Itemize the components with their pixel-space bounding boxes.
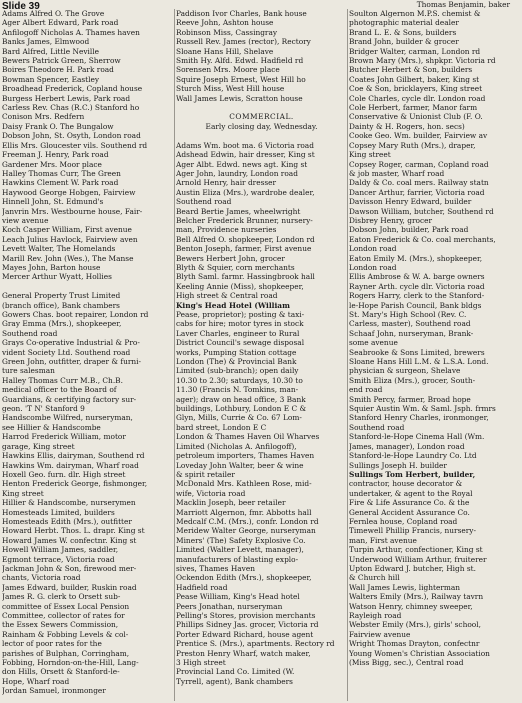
directory-entry: Webster Emily (Mrs.), girls' school,	[349, 620, 481, 630]
directory-entry: sives, Thames Haven	[176, 563, 255, 573]
directory-entry: Handscombe Wilfred, nurseryman,	[2, 413, 133, 423]
directory-entry: end road	[349, 385, 383, 395]
directory-entry: Stanford Henry Charles, ironmonger,	[349, 413, 489, 423]
directory-entry: Brand L. E. & Sons, builders	[349, 27, 457, 37]
directory-entry: Russell Rev. James (rector), Rectory	[176, 37, 311, 47]
directory-entry: Homesteads Edith (Mrs.), outfitter	[2, 516, 132, 526]
directory-entry: Cole Charles, cycle dlr. London road	[349, 93, 486, 103]
directory-entry: Wright Thomas Drayton, confectnr	[349, 639, 480, 649]
directory-entry: Keeling Annie (Miss), shopkeeper,	[176, 281, 304, 291]
directory-entry: Hinnell John, St. Edmund's	[2, 197, 104, 207]
directory-entry: Henton Frederick George, fishmonger,	[2, 479, 148, 489]
directory-entry: 3 High street	[176, 658, 226, 668]
directory-entry: Eaton Emily M. (Mrs.), shopkeeper,	[349, 253, 483, 263]
directory-entry: Tyrrell, agent), Bank chambers	[176, 676, 293, 686]
directory-entry: Copsey Mary Ruth (Mrs.), draper,	[349, 140, 476, 150]
directory-entry: medical officer to the Board of	[2, 385, 117, 395]
directory-entry: Bewers Patrick Green, Sherrow	[2, 56, 121, 66]
directory-entry: Jordan Samuel, ironmonger	[2, 686, 106, 696]
directory-entry: Adshead Edwin, hair dresser, King st	[176, 150, 315, 160]
directory-entry: Arnold Henry, hair dresser	[176, 178, 277, 188]
directory-entry: Rogers Harry, clerk to the Stanford-	[349, 291, 485, 301]
directory-entry: Hadfield road	[176, 582, 228, 592]
directory-entry: London & Thames Haven Oil Wharves	[176, 432, 320, 442]
directory-entry: Conservative & Unionist Club (F. O.	[349, 112, 483, 122]
directory-entry: Howard Herbt. Thos. L. drapr. King st	[2, 526, 145, 536]
column-divider	[347, 9, 348, 701]
directory-entry: photographic material dealer	[349, 18, 459, 28]
directory-entry: Southend road	[2, 328, 58, 338]
directory-entry: Halley Thomas Curr, The Green	[2, 168, 121, 178]
directory-entry	[176, 103, 347, 112]
directory-entry: vident Society Ltd. Southend road	[2, 347, 131, 357]
directory-entry: Coates John Gilbert, baker, King st	[349, 74, 480, 84]
directory-entry: Hawkins Ellis, dairyman, Southend rd	[2, 451, 145, 461]
directory-entry: Timewell Phillip Francis, nursery-	[349, 526, 476, 536]
directory-entry: le-Hope Parish Council, Bank bldgs	[349, 300, 482, 310]
directory-entry: Paddison Ivor Charles, Bank house	[176, 9, 307, 18]
directory-entry: Rainham & Fobbing Levels & col-	[2, 629, 129, 639]
directory-entry: Meridew Walter George, nurseryman	[176, 526, 316, 536]
directory-entry: Pease, proprietor); posting & taxi-	[176, 310, 305, 319]
directory-entry: Soulton Algernon M.P.S. chemist &	[349, 9, 481, 18]
directory-entry: contractor, house decorator &	[349, 479, 463, 489]
directory-entry: Carless, master), Southend road	[349, 319, 471, 329]
directory-entry: Stanford-le-Hope Laundry Co. Ltd	[349, 451, 477, 461]
directory-entry: Hillier & Handscombe, nurserymen	[2, 498, 136, 508]
directory-entry: Fairview avenue	[349, 629, 411, 639]
directory-entry: Gowers Chas. boot repairer, London rd	[2, 310, 149, 319]
directory-entry	[2, 282, 173, 291]
directory-entry: Peers Jonathan, nurseryman	[176, 601, 283, 611]
directory-entry: Stanford-le-Hope Cinema Hall (Wm.	[349, 432, 485, 442]
directory-entry: Cooke Geo. Wm. builder, Fairview av	[349, 131, 488, 141]
directory-entry: Schaaf John, nurseryman, Brank-	[349, 328, 474, 338]
directory-entry: Bard Alfred, Little Neville	[2, 46, 100, 56]
directory-entry: Turpin Arthur, confectioner, King st	[349, 545, 483, 555]
directory-entry: Fire & Life Assurance Co. & the	[349, 498, 470, 508]
directory-entry: Hawkins Wm. dairyman, Wharf road	[2, 460, 139, 470]
directory-entry: McDonald Mrs. Kathleen Rose, mid-	[176, 479, 312, 489]
directory-entry: man, Providence nurseries	[176, 225, 277, 235]
directory-entry: Underwood William Arthur, fruiterer	[349, 554, 487, 564]
directory-entry: Ager Albt. Edwd. news agt. King st	[176, 159, 308, 169]
directory-entry: & Church hill	[349, 573, 400, 583]
directory-entry: Dobson John, builder, Park road	[349, 225, 469, 235]
directory-entry: Southend road	[176, 197, 232, 207]
directory-entry: Rayleigh road	[349, 611, 402, 620]
directory-entry: don Hills, Orsett & Stanford-le-	[2, 667, 120, 677]
directory-entry: Dainty & H. Rogers, hon. secs)	[349, 121, 465, 131]
directory-entry: Broadhead Frederick, Copland house	[2, 84, 143, 94]
directory-entry: Wall James Lewis, Scratton house	[176, 93, 303, 103]
directory-entry: lector of poor rates for the	[2, 639, 102, 649]
directory-entry: Upton Edward J. butcher, High st.	[349, 563, 476, 573]
directory-entry: committee of Essex Local Pension	[2, 601, 130, 611]
directory-entry	[176, 131, 347, 140]
directory-entry: 10.30 to 2.30; saturdays, 10.30 to	[176, 375, 303, 385]
directory-entry: Austin Eliza (Mrs.), wardrobe dealer,	[176, 187, 315, 197]
directory-entry: Banks James, Elmwood	[2, 37, 90, 47]
directory-entry: Limited (Walter Levett, manager),	[176, 545, 304, 555]
directory-entry: buildings, Lothbury, London E C &	[176, 404, 307, 414]
directory-entry: Hope, Wharf road	[2, 676, 70, 686]
directory-entry: Hoxell Geo. furn. dlr. High street	[2, 469, 126, 479]
directory-entry: Brown Mary (Mrs.), shpkpr. Victoria rd	[349, 56, 496, 66]
directory-entry: Burgess Herbert Lewis, Park road	[2, 93, 131, 103]
directory-entry: some avenue	[349, 338, 398, 348]
directory-entry: Anfilogoff Nicholas A. Thames haven	[2, 27, 140, 37]
directory-entry: the Essex Sewers Commission,	[2, 620, 119, 630]
directory-entry: Phillips Sidney Jas. grocer, Victoria rd	[176, 620, 319, 630]
directory-entry: Conison Mrs. Redfern	[2, 112, 85, 122]
directory-entry: King street	[349, 150, 391, 160]
directory-entry: undertaker, & agent to the Royal	[349, 488, 473, 498]
directory-entry: Koch Casper William, First avenue	[2, 225, 132, 235]
directory-entry: James, manager), London road	[349, 441, 465, 451]
directory-entry: Boires Theodore H. Park road	[2, 65, 114, 75]
directory-entry: Provincial Land Co. Limited (W.	[176, 667, 295, 677]
directory-entry: Coe & Son, bricklayers, King street	[349, 84, 483, 94]
directory-entry: Brand John, builder & grocer	[349, 37, 459, 47]
directory-entry: Miners' (The) Safety Explosive Co.	[176, 535, 306, 545]
directory-entry: manufacturers of blasting explo-	[176, 554, 299, 564]
directory-entry: Daldy & Co. coal mers. Railway statn	[349, 178, 489, 188]
directory-entry: Dobson John, St. Osyth, London road	[2, 131, 141, 141]
directory-entry: Robinson Miss, Cassingray	[176, 27, 278, 37]
directory-entry: (branch office), Bank chambers	[2, 300, 120, 310]
directory-entry: Cole Herbert, farmer, Manor farm	[349, 103, 478, 113]
directory-entry: Wall James Lewis, lighterman	[349, 582, 461, 592]
directory-entry: geon. 'T N' Stanford 9	[2, 404, 85, 414]
directory-entry: Young Women's Christian Association	[349, 648, 490, 658]
directory-entry: Halley Thomas Curr M.B., Ch.B.	[2, 375, 123, 385]
directory-entry: Dawson William, butcher, Southend rd	[349, 206, 494, 216]
continued-entry: Thomas Benjamin, baker	[416, 0, 510, 9]
directory-entry: Marill Rev. John (Wes.), The Manse	[2, 253, 134, 263]
slide-label: Slide 39	[2, 1, 40, 12]
section-subheading: Early closing day, Wednesday.	[205, 121, 318, 131]
directory-entry: Smith Eliza (Mrs.), grocer, South-	[349, 375, 476, 385]
directory-entry: Glyn, Mills, Currie & Co. 67 Lom-	[176, 413, 302, 423]
directory-entry: Marriott Algernon, fmr. Abbotts hall	[176, 507, 312, 517]
directory-entry: District Council's sewage disposal	[176, 338, 305, 348]
directory-entry: Sorensen Mrs. Moore place	[176, 65, 280, 75]
directory-entry: Smith Percy, farmer, Broad hope	[349, 394, 471, 404]
directory-entry: bard street, London E C	[176, 422, 267, 432]
directory-entry: Guardians, & certifying factory sur-	[2, 394, 137, 404]
directory-entry: Benton Joseph, farmer, First avenue	[176, 244, 312, 254]
directory-entry: London road	[349, 244, 397, 254]
directory-entry: Seabrooke & Sons Limited, brewers	[349, 347, 485, 357]
directory-entry: Laver Charles, engineer to Rural	[176, 328, 300, 338]
directory-entry: Ockendon Edith (Mrs.), shopkeeper,	[176, 573, 312, 583]
directory-entry: Copsey Roger, carman, Copland road	[349, 159, 489, 169]
directory-entry: Reeve John, Ashton house	[176, 18, 274, 28]
directory-entry: Fobbing, Horndon-on-the-Hill, Lang-	[2, 658, 139, 668]
directory-entry: Fernlea house, Copland road	[349, 516, 458, 526]
directory-entry: Bridger Walter, carman, London rd	[349, 46, 481, 56]
directory-entry: Bowman Spencer, Eastley	[2, 74, 100, 84]
directory-entry: Belcher Frederick Brunner, nursery-	[176, 215, 313, 225]
directory-entry: Bell Alfred O. shopkeeper, London rd	[176, 234, 315, 244]
section-heading: COMMERCIAL.	[229, 112, 294, 122]
directory-entry: Butcher Herbert & Son, builders	[349, 65, 473, 75]
directory-entry: James R. G. clerk to Orsett sub-	[2, 592, 121, 602]
directory-entry: London road	[349, 262, 397, 272]
directory-entry: Ager John, laundry, London road	[176, 168, 298, 178]
directory-entry: Sullings Tom Herbert, builder,	[349, 469, 476, 479]
column-1	[2, 9, 173, 696]
directory-entry: Gray Emma (Mrs.), shopkeeper,	[2, 319, 122, 329]
directory-entry: petroleum importers, Thames Haven	[176, 451, 315, 461]
directory-entry: works, Pumping Station cottage	[176, 347, 297, 357]
directory-entry: King street	[2, 488, 44, 498]
directory-entry: Watson Henry, chimney sweeper,	[349, 601, 473, 611]
directory-entry: Davisson Henry Edward, builder	[349, 197, 472, 207]
directory-entry: Squire Joseph Ernest, West Hill ho	[176, 74, 306, 84]
directory-entry: Sloane Hans Hill L.M. & L.S.A. Lond.	[349, 357, 489, 367]
directory-entry: & job master, Wharf road	[349, 168, 445, 178]
directory-entry: Adams Wm. boot ma. 6 Victoria road	[176, 140, 314, 150]
directory-entry: Daisy Frank O. The Bungalow	[2, 121, 114, 131]
directory-entry: Limited (sub-branch); open daily	[176, 366, 299, 376]
directory-entry: Pease William, King's Head hotel	[176, 592, 300, 602]
directory-entry: Green John, outfitter, draper & furni-	[2, 357, 141, 367]
directory-entry: Ager Albert Edward, Park road	[2, 18, 119, 28]
directory-entry: Harrod Frederick William, motor	[2, 432, 126, 442]
directory-entry: ture salesman	[2, 366, 55, 376]
column-2	[176, 9, 347, 686]
directory-entry: James Edward, builder, Ruskin road	[2, 582, 137, 592]
directory-entry: 11.30 (Francis N. Tomkins, man-	[176, 385, 299, 395]
directory-entry: Blyth & Squier, corn merchants	[176, 262, 295, 272]
directory-entry: Blyth Saml. farmr. Hassingbrook hall	[176, 272, 315, 282]
directory-entry: (Miss Bigg, sec.), Central road	[349, 658, 464, 668]
directory-entry: cabs for hire; motor tyres in stock	[176, 319, 304, 329]
directory-entry: Carless Rev. Chas (R.C.) Stanford ho	[2, 103, 140, 113]
directory-entry: Levett Walter, The Homelands	[2, 244, 116, 254]
directory-entry: Jackman John & Son, firewood mer-	[2, 563, 137, 573]
directory-entry: Sloane Hans Hill, Shelave	[176, 46, 274, 56]
directory-entry: High street & Central road	[176, 291, 278, 301]
directory-entry: Adams Alfred O. The Grove	[2, 9, 105, 18]
directory-entry: Ellis Ambrose & W. A. barge owners	[349, 272, 485, 282]
directory-entry: King's Head Hotel (William	[176, 300, 290, 310]
directory-entry: Southend road	[349, 422, 405, 432]
directory-entry: Ellis Mrs. Gloucester vils. Southend rd	[2, 140, 148, 150]
directory-entry: Medcalf C.M. (Mrs.), confr. London rd	[176, 516, 319, 526]
column-divider	[174, 9, 175, 701]
directory-entry: Loveday John Walter, beer & wine	[176, 460, 304, 470]
directory-entry: Walters Emily (Mrs.), Railway tavrn	[349, 592, 484, 602]
directory-entry: Howell William James, saddler,	[2, 545, 119, 555]
directory-entry: Hawkins Clement W. Park road	[2, 178, 119, 188]
directory-entry: Rayner Arth. cycle dlr. Victoria road	[349, 281, 485, 291]
directory-entry: Howard James W. confectnr. King st	[2, 535, 137, 545]
directory-entry: wife, Victoria road	[176, 488, 246, 498]
directory-entry: Dancer Arthur, farrier, Victoria road	[349, 187, 485, 197]
directory-entry: ager); draw on head office, 3 Bank	[176, 394, 306, 404]
directory-entry: Homesteads Limited, builders	[2, 507, 115, 517]
directory-entry: Leach Julius Havlock, Fairview aven	[2, 234, 138, 244]
directory-entry: Limited (Nicholas A. Anfilogoff),	[176, 441, 297, 451]
directory-entry: Squier Austin Wm. & Saml. Jsph. frmrs	[349, 404, 496, 414]
directory-entry: Haywood George Hobgen, Fairview	[2, 187, 136, 197]
directory-entry: parishes of Bulphan, Corringham,	[2, 648, 130, 658]
directory-entry: General Accident Assurance Co.	[349, 507, 470, 517]
directory-entry: view avenue	[2, 215, 49, 225]
directory-entry: chants, Victoria road	[2, 573, 81, 583]
directory-entry: Janvrin Mrs. Westbourne house, Fair-	[2, 206, 143, 216]
directory-entry: physician & surgeon, Shelave	[349, 366, 461, 376]
directory-entry: Smith Hy. Alfd. Edwd. Hadfield rd	[176, 56, 304, 66]
directory-entry: Mayes John, Barton house	[2, 262, 101, 272]
directory-entry: Grays Co-operative Industrial & Pro-	[2, 338, 140, 348]
directory-entry: & spirit retailer	[176, 469, 235, 479]
directory-entry: Eaton Frederick & Co. coal merchants,	[349, 234, 496, 244]
directory-entry: man, First avenue	[349, 535, 417, 545]
directory-entry: Egmont terrace, Victoria road	[2, 554, 115, 564]
directory-entry: Gardener Mrs. Moor place	[2, 159, 102, 169]
directory-entry: Sturch Miss, West Hill house	[176, 84, 285, 94]
directory-entry: Preston Henry Wharf, watch maker,	[176, 648, 311, 658]
directory-entry: Mercer Arthur Wyatt, Hollies	[2, 272, 112, 282]
directory-entry: see Hillier & Handscombe	[2, 422, 101, 432]
directory-entry: Committee, collector of rates for	[2, 611, 125, 620]
directory-entry: Disbrey Henry, grocer	[349, 215, 433, 225]
directory-entry: Sullings Joseph H. builder	[349, 460, 447, 470]
directory-entry: General Property Trust Limited	[2, 291, 121, 301]
column-3	[349, 9, 520, 667]
directory-entry: St. Mary's High School (Rev. C.	[349, 310, 467, 319]
directory-entry: Porter Edward Richard, house agent	[176, 629, 314, 639]
directory-entry: Macklin Joseph, beer retailer	[176, 498, 286, 508]
directory-entry: Bewers Herbert John, grocer	[176, 253, 285, 263]
directory-entry: Freeman J. Henry, Park road	[2, 150, 109, 160]
directory-entry: garage, King street	[2, 441, 75, 451]
directory-entry: Beard Bertie James, wheelwright	[176, 206, 301, 216]
directory-entry: Pelling's Stores, provision merchants	[176, 611, 316, 620]
directory-entry: London (The) & Provincial Bank	[176, 357, 297, 367]
directory-entry: Prentice S. (Mrs.), apartments. Rectory rd	[176, 639, 335, 649]
